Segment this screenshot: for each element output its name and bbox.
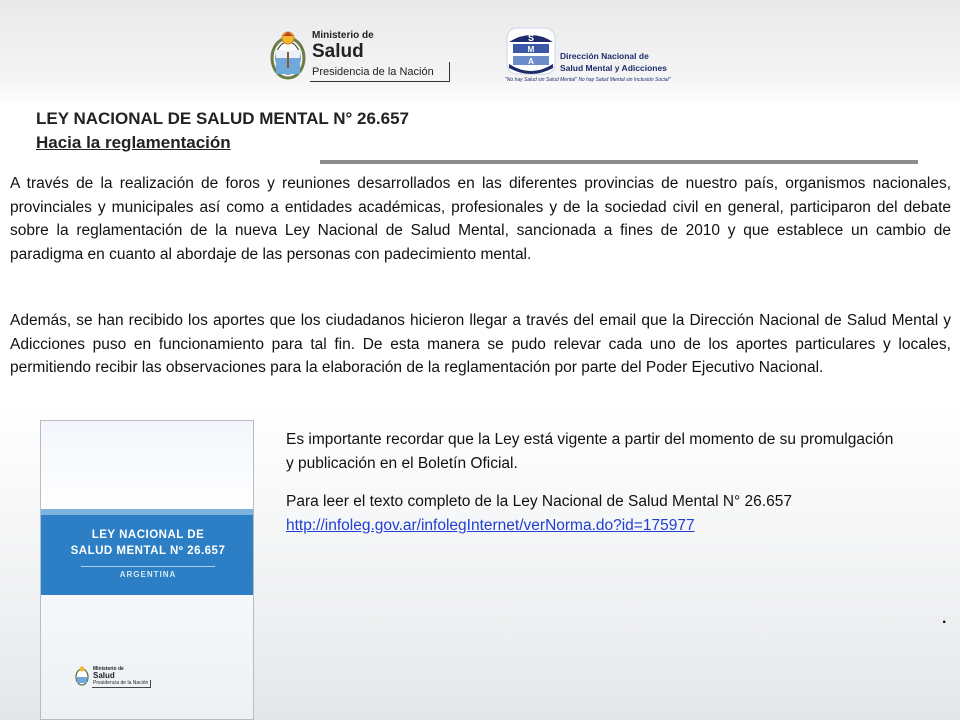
page-subtitle: Hacia la reglamentación — [36, 133, 231, 152]
logo-line-2: Salud — [312, 41, 364, 62]
vigencia-text: Es importante recordar que la Ley está vigente a partir del momento de su promulgación y publicación en el Boletín Oficial. — [286, 431, 894, 472]
book-ministerio-logo — [75, 666, 185, 690]
direccion-salud-mental-logo — [505, 26, 705, 86]
paragraph-1: A través de la realización de foros y reuniones desarrollados en las diferentes provincias de nuestro país, organismos nacionales, provinciales y municipales así como a entidades académicas, profesionales y de la sociedad civil en general, participaron del debate sobre la reglamentación de la nueva Ley Nacional de Salud Mental, sancionada a fines de 2010 y que establece un cambio de paradigma en cuanto al abordaje de las personas con padecimiento mental. — [10, 175, 951, 263]
infoleg-link[interactable]: http://infoleg.gov.ar/infolegInternet/verNorma.do?id=175977 — [286, 516, 695, 534]
ministerio-salud-logo — [268, 26, 458, 86]
book-logo-line-2: Salud — [93, 671, 115, 680]
book-crest-icon — [75, 666, 89, 686]
direccion-slogan: "No hay Salud sin Salud Mental" No hay Salud Mental sin Inclusión Social" — [505, 77, 671, 83]
book-cover-rule — [81, 566, 215, 567]
law-book-cover — [40, 420, 254, 720]
logo-line-3: Presidencia de la Nación — [310, 62, 450, 82]
sma-letter-m: M — [527, 45, 535, 54]
direccion-line-2: Salud Mental y Adicciones — [560, 63, 667, 73]
sma-letter-s: S — [527, 33, 535, 43]
sma-logo-icon — [505, 26, 557, 76]
page-title: LEY NACIONAL DE SALUD MENTAL N° 26.657 — [36, 109, 409, 128]
divider — [320, 160, 918, 164]
book-title-line-2: SALUD MENTAL Nº 26.657 — [70, 545, 226, 557]
link-intro-text: Para leer el texto completo de la Ley Nacional de Salud Mental N° 26.657 — [286, 493, 792, 510]
logo-line-1: Ministerio de — [312, 30, 374, 41]
argentina-crest-icon — [268, 28, 308, 82]
trailing-mark: . — [942, 610, 947, 627]
direccion-line-1: Dirección Nacional de — [560, 51, 649, 61]
book-title-line-1: LEY NACIONAL DE — [91, 529, 205, 541]
book-logo-line-3: Presidencia de la Nación — [92, 680, 151, 688]
link-block — [286, 490, 898, 537]
book-logo-line-1: Ministerio de — [93, 666, 124, 672]
header-background — [0, 0, 960, 108]
book-country: ARGENTINA — [119, 570, 177, 579]
paragraph-2: Además, se han recibido los aportes que los ciudadanos hicieron llegar a través del email que la Dirección Nacional de Salud Mental y Adicciones puso en funcionamiento para tal fin. De esta manera se pudo relevar cada uno de los aportes particulares y locales, permitiendo recibir las observaciones para la elaboración de la reglamentación por parte del Poder Ejecutivo Nacional. — [10, 312, 951, 376]
sma-letter-a: A — [528, 57, 534, 66]
